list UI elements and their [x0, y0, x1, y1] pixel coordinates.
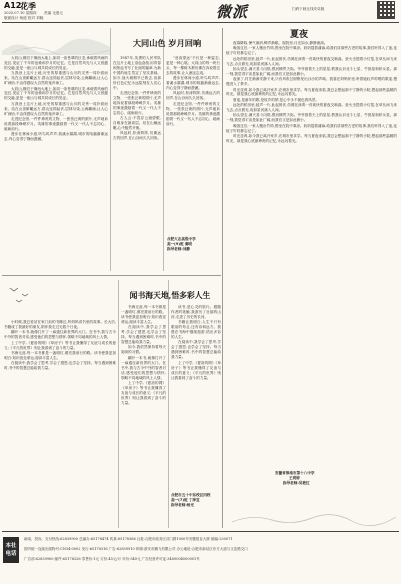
byline-school: 安徽省淮南市第十八中学 [275, 471, 315, 475]
paragraph: 晚饭过后,一家人搬出竹椅,围坐在院中乘凉。奶奶摇着蒲扇,给我们讲那些古老的故事,我们听得入了迷,连蚊子叮咬都忘记了。 [226, 123, 397, 133]
paragraph: 走进纪念馆,一件件珍贵的文物、一张张泛黄的照片,无声地诉说着那段峥嵘岁月。英雄的事迹激励着一代又一代人不忘初心、砥砺前行。 [4, 117, 108, 131]
byline-teacher: 指导老师:杨光 [171, 503, 194, 507]
article-2-title: 闻书海天地,悟多彩人生 [129, 291, 211, 300]
paragraph: 书海无涯,每一本书都是一盏明灯,照亮我前行的路。读书使我更加明白:知识改变命运,阅读丰富人生。 [121, 305, 166, 324]
byline-class: 高一(9)班 秦明 [167, 242, 193, 246]
editor-line: 责编 毛惠元 [44, 11, 64, 15]
paragraph: 书海无涯,每一本书都是一盏明灯,照亮我前行的路。读书使我更加明白:知识改变命运,阅读丰富人生。 [4, 350, 116, 360]
paragraph: 当我登上这片土地,历史的厚重感与山川的灵秀一同扑面而来。站在山顶俯瞰远方,群山连绵起伏,层林尽染,云海翻涌,让人心旷神怡,不由得感叹大自然的鬼斧神工。 [4, 101, 108, 116]
article-2-col-2 [121, 305, 166, 528]
design-line: 版面设计 杨道 校对 刘晓 [4, 16, 44, 20]
article-1-col-2 [113, 56, 161, 271]
paragraph: 远处的稻田里,蛙声一片,此起彼伏,仿佛在演奏一首欢快的夏夜交响曲。萤火虫提着小灯笼,在草丛间飞来飞去,点点微光,宛如星河落入人间。 [226, 103, 397, 113]
masthead [0, 0, 401, 20]
footer [0, 533, 401, 584]
paragraph: 大同山,横亘于豫西大地上,如同一条苍翠的巨龙,承载着风雨的变幻,见证了千年的沧桑和岁月的记忆。它是自然风光与人文底蕴的交融,更是一座山与城共同成长的见证。 [4, 86, 108, 101]
footer-row-3: 广告部:62839900 邮件:65178326 零售价:1元 订价:45元/月 年价:540元 广告经营许可证:3400004000001号 [24, 557, 200, 561]
qr-caption: 扫码下载无线安卓版 [292, 7, 325, 11]
footer-row-2: 国内统一连续出版物号:CN34-0002 发行:65178316 广告:62839910 印刷:淮安市鹏飞有限公司 办公地址:合肥市新站区东方大道与文忠路交口 [24, 547, 248, 551]
paragraph: 上了中学,《夏洛的网》《草房子》等书让我懂得了友谊与成长的意义;《平凡的世界》则让我看到了奋斗的力量。 [171, 360, 221, 380]
paragraph: 当我登上这片土地,历史的厚重感与山川的灵秀一同扑面而来。站在山顶俯瞰远方,群山连绵起伏,层林尽染,云海翻涌,让人心旷神怡,不由得感叹大自然的鬼斧神工。 [4, 71, 108, 86]
column-divider [118, 280, 119, 528]
slogan: 微派 [216, 3, 249, 21]
paragraph: 读书,是心灵的旅行。跟随作者的笔触,我游历了壮丽的山河,走进了历史的长河。 [171, 305, 221, 319]
footer-tag-line2: 电话 [5, 551, 17, 557]
article-1-title: 大同山色 岁月回响 [132, 38, 202, 48]
masthead-rule [2, 22, 399, 23]
byline-teacher: 指导老师:吴艳红 [283, 481, 310, 485]
article-1-col-3 [166, 56, 220, 224]
article-1-col-1 [4, 56, 108, 271]
paragraph: 夜深了,村庄渐渐安静下来,只有风吹过树梢发出沙沙的声响。我靠在妈妈怀里,听着她轻声哼唱的歌谣,慢慢进入了梦乡。 [226, 77, 397, 87]
byline-author: 王玥婷 [289, 476, 300, 480]
paragraph: 晚饭过后,一家人搬出竹椅,围坐在院中乘凉。奶奶摇着蒲扇,给我们讲那些古老的故事,我们听得入了迷,连蚊子叮咬都忘记了。 [226, 46, 397, 56]
column-divider [168, 280, 169, 528]
illustration-night [232, 492, 396, 528]
paragraph: 远处的稻田里,蛙声一片,此起彼伏,仿佛在演奏一首欢快的夏夜交响曲。萤火虫提着小灯笼,在草丛间飞来飞去,点点微光,宛如星河落入人间。 [226, 56, 397, 66]
column-divider [110, 28, 111, 271]
paragraph: 漫步在林间小道,听鸟鸣声声,看溪水潺潺,城市的喧嚣渐渐远去,内心变得宁静而澄澈。 [166, 76, 220, 91]
paragraph: 时光荏苒,如今我已离开家乡,在城市里求学。每当夏夜来临,我总会想起那个宁静的小院,想起那些温暖的时光。那是我心底最珍贵的记忆,永远闪着光。 [226, 87, 397, 97]
paragraph: 夏夜,是童年的歌,是故乡的梦,是心中永不褪色的风景。 [233, 97, 320, 102]
paragraph: 上了中学,《夏洛的网》《草房子》等书让我懂得了友谊与成长的意义;《平凡的世界》则让我看到了奋斗的力量。 [4, 340, 116, 350]
paragraph: 在阅读中,我学会了思考,学会了感恩,也学会了坚持。每当遇到困难时,书中的智慧总能给我力量。 [171, 340, 221, 360]
article-3-body [226, 41, 397, 468]
paragraph: 走进纪念馆,一件件珍贵的文物、一张张泛黄的照片,无声地诉说着那段峥嵘岁月。英雄的事迹激励着一代又一代人不忘初心、砥砺前行。 [113, 91, 161, 115]
paragraph: 抬头望去,满天星斗闪烁,银河横贯天际。爷爷指着天上的星星,教我认识北斗七星、牛郎星和织女星。那一刻,我觉得宇宙是如此广阔,而我们又是如此渺小。 [226, 66, 397, 76]
paragraph: 夜幕降临,暑气渐消,蝉声渐歇。庭院里,月光如水,静静流淌。 [233, 41, 328, 45]
paragraph: 漫步在林间小道,听鸟鸣声声,看溪水潺潺,城市的喧嚣渐渐远去,内心变得宁静而澄澈。 [4, 132, 108, 142]
paragraph: 风起时,松涛阵阵,仿佛远古的回声,在山谷间久久回荡。 [166, 91, 220, 101]
article-1-byline [167, 237, 221, 252]
paragraph: 时光荏苒,如今我已离开家乡,在城市里求学。每当夏夜来临,我总会想起那个宁静的小院,想起那些温暖的时光。那是我心底最珍贵的记忆,永远闪着光。 [226, 134, 397, 144]
byline-school: 合肥大志高级中学 [167, 237, 196, 241]
section-name: 花季 [20, 2, 36, 11]
column-divider [222, 28, 223, 528]
article-2-byline [171, 493, 223, 508]
paragraph: 翻开一本书,就像打开了一扇通往新世界的大门。在书中,我与古今中外的智者对话,感受他们的思想与情怀,领略不同地域的风土人情。 [4, 330, 116, 340]
section-divider [2, 275, 221, 276]
paragraph: 在阅读中,我学会了思考,学会了感恩,也学会了坚持。每当遇到困难时,书中的智慧总能给我力量。 [121, 325, 166, 345]
paragraph: 如今,我依然保持着每天阅读的习惯。 [121, 345, 166, 355]
article-2-col-1 [4, 320, 116, 528]
byline-school: 合肥市五十中东校区四校 [171, 493, 211, 497]
footer-tag-line1: 本社 [5, 543, 17, 549]
paragraph: 抬头望去,满天星斗闪烁,银河横贯天际。爷爷指着天上的星星,教我认识北斗七星、牛郎星和织女星。那一刻,我觉得宇宙是如此广阔,而我们又是如此渺小。 [226, 113, 397, 123]
paragraph: "登高望远"不仅是一种姿态,更是一种心境。大同山的每一块石头、每一棵树木都仿佛在诉说着过去的故事,让人流连忘返。 [166, 56, 220, 75]
article-2-col-3 [171, 305, 221, 485]
paragraph: 翻开一本书,就像打开了一扇通往新世界的大门。在书中,我与古今中外的智者对话,感受他们的思想与情怀,领略不同地域的风土人情。 [121, 355, 166, 380]
paragraph: 小时候,我总爱站在家门前的书摊边,听妈妈讲书里的故事。长大后,书籍成了我最好的朋友,陪伴我走过无数个日夜。 [4, 320, 116, 329]
paragraph: 书籍让我明白,人生不只有眼前的苟且,还有诗和远方。我愿在书海中继续遨游,悟出多彩的人生。 [171, 320, 221, 340]
paragraph: 大同山,横亘于豫西大地上,如同一条苍翠的巨龙,承载着风雨的变幻,见证了千年的沧桑和岁月的记忆。它是自然风光与人文底蕴的交融,更是一座山与城共同成长的见证。 [4, 56, 108, 70]
footer-rule [2, 531, 399, 532]
byline-class: 高一(7)班 丁泽宜 [171, 498, 200, 502]
article-3-title: 夏夜 [290, 30, 309, 40]
illustration-birds [2, 278, 118, 318]
footer-row-1: 新闻、投诉、支付热线:62839900 总编办:65178474 传真:65178366 社址:合肥市政务区祁门路1000号安徽报业大厦 邮编:230071 [24, 537, 233, 541]
page-code: A12 [4, 1, 22, 10]
byline-teacher: 指导老师:刘静 [167, 247, 190, 251]
page-date: 2025.07.10 星期四 [4, 11, 37, 15]
qr-code-icon [377, 1, 395, 19]
article-3-byline [275, 471, 395, 486]
footer-tag [3, 537, 19, 563]
paragraph: 上了中学,《夏洛的网》《草房子》等书让我懂得了友谊与成长的意义;《平凡的世界》则让我看到了奋斗的力量。 [121, 380, 166, 405]
paragraph: 风起时,松涛阵阵,仿佛远古的回声,在山谷间久久回荡。 [113, 131, 161, 141]
column-divider [163, 28, 164, 271]
paragraph: 古人云:不畏浮云遮望眼,自缘身在最高层。站在山巅远眺,心中豁然开朗。 [113, 116, 161, 131]
paragraph: 1947年,英勇的人民军队在这片土地上浴血奋战,用青春和热血书写了壮丽的篇章,为新中国的诞生奠定了坚实基础。如今,战火硝烟早已散去,但那份红色记忆永远铭刻在人们心中。 [113, 56, 161, 90]
paragraph: 在阅读中,我学会了思考,学会了感恩,也学会了坚持。每当遇到困难时,书中的智慧总能给我力量。 [4, 361, 116, 371]
illustration-landscape [2, 25, 110, 55]
paragraph: 走进纪念馆,一件件珍贵的文物、一张张泛黄的照片,无声地诉说着那段峥嵘岁月。英雄的事迹激励着一代又一代人不忘初心、砥砺前行。 [166, 101, 220, 126]
